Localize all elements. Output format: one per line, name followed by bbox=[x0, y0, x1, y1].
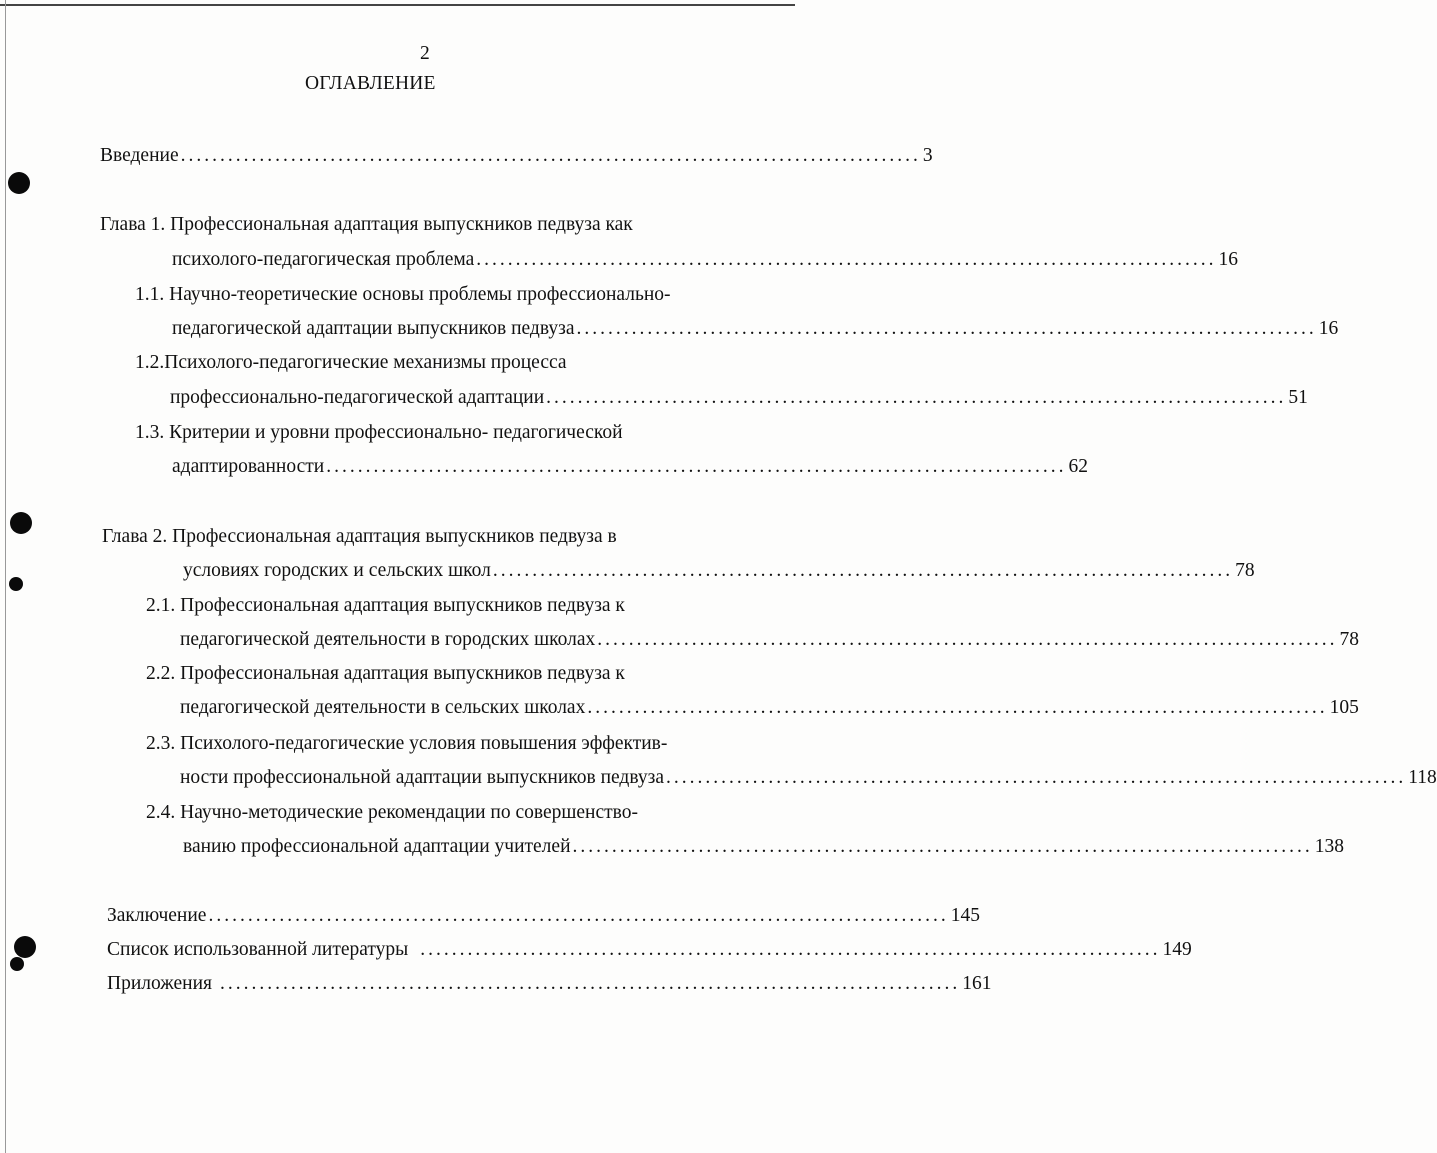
section-2-4-heading: 2.4. Научно-методические рекомендации по совершенство- bbox=[146, 802, 638, 823]
toc-entry-label: психолого-педагогическая проблема bbox=[172, 249, 475, 270]
toc-page-number: 16 bbox=[1318, 318, 1339, 339]
toc-entry-label: ванию профессиональной адаптации учителей bbox=[183, 836, 571, 857]
section-1-3-heading: 1.3. Критерии и уровни профессионально- педагогической bbox=[135, 422, 623, 443]
section-1-1-heading: 1.1. Научно-теоретические основы проблемы профессионально- bbox=[135, 284, 671, 305]
chapter1-heading: Глава 1. Профессиональная адаптация выпускников педвуза как bbox=[100, 214, 633, 235]
chapter2-heading: Глава 2. Профессиональная адаптация выпускников педвуза в bbox=[102, 526, 617, 547]
punch-hole-2 bbox=[10, 512, 32, 534]
toc-entry-label: Приложения bbox=[107, 973, 212, 994]
toc-entry-label: педагогической деятельности в сельских школах bbox=[180, 697, 586, 718]
toc-entry-section-2-3[interactable] bbox=[180, 766, 1437, 790]
section-1-2-heading: 1.2.Психолого-педагогические механизмы процесса bbox=[135, 352, 567, 373]
punch-hole-3 bbox=[9, 577, 23, 591]
toc-entry-section-1-2[interactable] bbox=[170, 386, 1308, 410]
toc-entry-appendices[interactable] bbox=[107, 972, 992, 996]
toc-entry-intro[interactable] bbox=[100, 144, 933, 168]
toc-page-number: 78 bbox=[1235, 560, 1255, 581]
dot-leader: .............................................................................................. bbox=[665, 767, 1407, 788]
toc-page-number: 118 bbox=[1408, 767, 1437, 788]
punch-hole-1 bbox=[8, 172, 30, 194]
toc-entry-section-2-2[interactable] bbox=[180, 696, 1359, 720]
scan-border-top bbox=[0, 4, 795, 6]
dot-leader: .............................................................................................. bbox=[476, 249, 1217, 270]
toc-entry-section-2-4[interactable] bbox=[183, 835, 1345, 859]
dot-leader: .............................................................................................. bbox=[492, 560, 1234, 581]
page-title: ОГЛАВЛЕНИЕ bbox=[305, 73, 436, 94]
dot-leader: .............................................................................................. bbox=[597, 629, 1338, 650]
dot-leader: .............................................................................................. bbox=[546, 387, 1287, 408]
toc-page-number: 161 bbox=[962, 973, 992, 994]
dot-leader: .............................................................................................. bbox=[180, 145, 921, 166]
dot-leader: .............................................................................................. bbox=[587, 697, 1328, 718]
toc-page-number: 16 bbox=[1218, 249, 1239, 270]
punch-hole-4 bbox=[14, 936, 36, 958]
toc-page-number: 62 bbox=[1068, 456, 1088, 477]
toc-entry-section-2-1[interactable] bbox=[180, 628, 1360, 652]
toc-page-number: 51 bbox=[1288, 387, 1308, 408]
toc-entry-label: Заключение bbox=[107, 905, 207, 926]
toc-page-number: 105 bbox=[1329, 697, 1359, 718]
toc-entry-label: профессионально-педагогической адаптации bbox=[170, 387, 545, 408]
dot-leader: .............................................................................................. bbox=[208, 905, 949, 926]
toc-page-number: 145 bbox=[950, 905, 980, 926]
section-2-1-heading: 2.1. Профессиональная адаптация выпускников педвуза к bbox=[146, 595, 625, 616]
punch-hole-5 bbox=[10, 957, 24, 971]
toc-entry-label: условиях городских и сельских школ bbox=[183, 560, 491, 581]
toc-page-number: 149 bbox=[1162, 939, 1192, 960]
toc-page-number: 3 bbox=[922, 145, 933, 166]
scan-border-left bbox=[5, 0, 6, 1153]
dot-leader: .............................................................................................. bbox=[326, 456, 1067, 477]
toc-entry-section-1-3[interactable] bbox=[172, 455, 1088, 479]
toc-entry-label: педагогической адаптации выпускников педвуза bbox=[172, 318, 575, 339]
section-2-3-heading: 2.3. Психолого-педагогические условия повышения эффектив- bbox=[146, 733, 668, 754]
toc-entry-chapter1[interactable] bbox=[172, 248, 1239, 272]
toc-entry-label: педагогической деятельности в городских школах bbox=[180, 629, 596, 650]
section-2-2-heading: 2.2. Профессиональная адаптация выпускников педвуза к bbox=[146, 663, 625, 684]
toc-page-number: 138 bbox=[1314, 836, 1345, 857]
toc-entry-bibliography[interactable] bbox=[107, 938, 1192, 962]
dot-leader: .............................................................................................. bbox=[576, 318, 1317, 339]
dot-leader: .............................................................................................. bbox=[572, 836, 1313, 857]
toc-entry-label: адаптированности bbox=[172, 456, 325, 477]
toc-entry-label: ности профессиональной адаптации выпускников педвуза bbox=[180, 767, 664, 788]
toc-entry-chapter2[interactable] bbox=[183, 559, 1255, 583]
toc-page-number: 78 bbox=[1339, 629, 1360, 650]
toc-entry-label: Введение bbox=[100, 145, 179, 166]
dot-leader: .............................................................................................. bbox=[420, 939, 1161, 960]
toc-entry-conclusion[interactable] bbox=[107, 904, 980, 928]
page-number: 2 bbox=[420, 43, 430, 64]
toc-entry-section-1-1[interactable] bbox=[172, 317, 1339, 341]
dot-leader: .............................................................................................. bbox=[219, 973, 961, 994]
toc-entry-label: Список использованной литературы bbox=[107, 939, 409, 960]
